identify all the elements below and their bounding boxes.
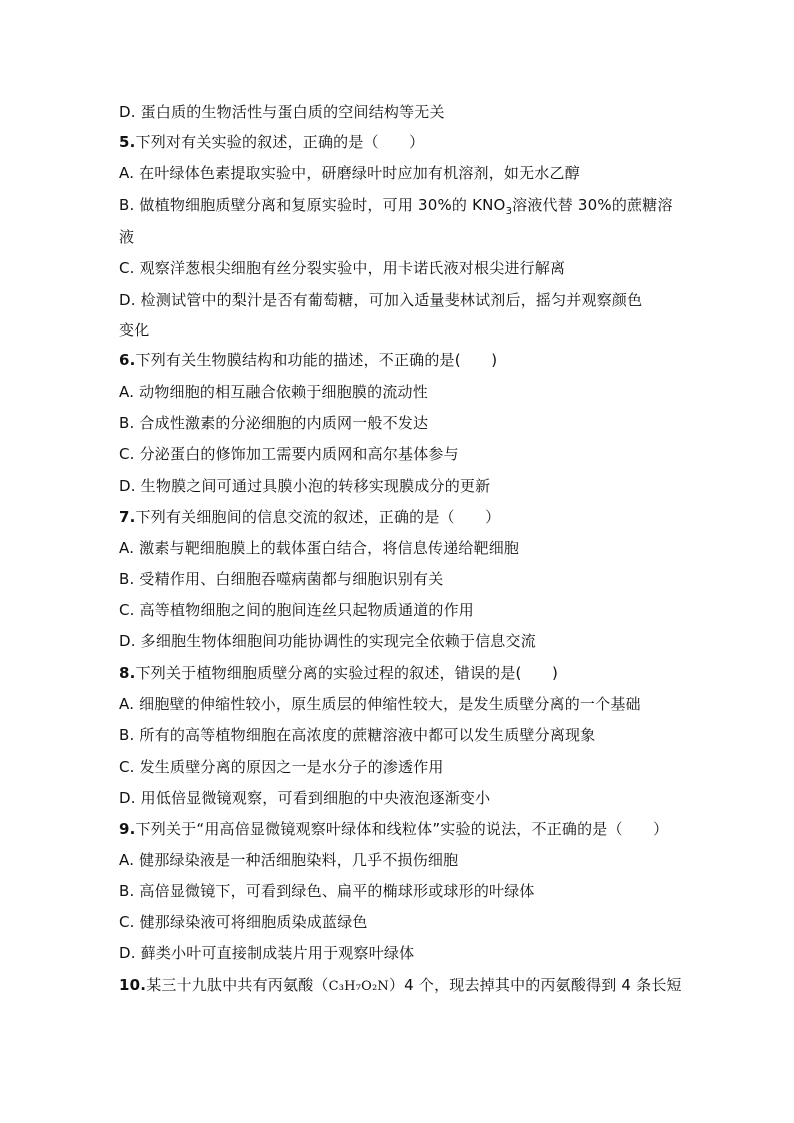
q5-stem — [119, 132, 679, 152]
q9-option-b: B. 高倍显微镜下，可看到绿色、扁平的椭球形或球形的叶绿体 — [119, 882, 535, 900]
q8-option-a: A. 细胞壁的伸缩性较小，原生质层的伸缩性较大，是发生质壁分离的一个基础 — [119, 695, 641, 713]
q6-number: 6. — [119, 351, 136, 369]
q9-stem-text: 下列关于“用高倍显微镜观察叶绿体和线粒体”实验的说法，不正确的是（ ） — [135, 820, 669, 838]
q9-option-c: C. 健那绿染液可将细胞质染成蓝绿色 — [119, 913, 368, 931]
q6-stem-text: 下列有关生物膜结构和功能的描述，不正确的是( ) — [135, 351, 498, 369]
q7-option-c: C. 高等植物细胞之间的胞间连丝只起物质通道的作用 — [119, 601, 475, 619]
q6-option-a: A. 动物细胞的相互融合依赖于细胞膜的流动性 — [119, 383, 428, 401]
q9-option-d: D. 藓类小叶可直接制成装片用于观察叶绿体 — [119, 944, 415, 962]
q7-stem-text: 下列有关细胞间的信息交流的叙述，正确的是（ ） — [135, 508, 501, 526]
q5-stem-text: 下列对有关实验的叙述，正确的是（ ） — [135, 133, 425, 151]
q5-option-a: A. 在叶绿体色素提取实验中，研磨绿叶时应加有机溶剂，如无水乙醇 — [119, 164, 580, 182]
q10-number: 10. — [119, 976, 147, 994]
q6-option-c: C. 分泌蛋白的修饰加工需要内质网和高尔基体参与 — [119, 445, 459, 463]
q6-stem — [119, 350, 679, 370]
q5-option-b-post: 溶液代替 30%的蔗糖溶 — [512, 196, 673, 214]
q10-formula: C₃H₇O₂N — [328, 979, 389, 994]
q9-stem — [119, 819, 679, 839]
q6-option-d: D. 生物膜之间可通过具膜小泡的转移实现膜成分的更新 — [119, 477, 491, 495]
q8-number: 8. — [119, 664, 136, 682]
q5-option-d-continuation: 变化 — [119, 321, 150, 339]
q10-stem — [119, 975, 682, 997]
q10-stem-post: ）4 个，现去掉其中的丙氨酸得到 4 条长短 — [388, 976, 682, 994]
q9-number: 9. — [119, 820, 136, 838]
q7-option-a: A. 激素与靶细胞膜上的载体蛋白结合，将信息传递给靶细胞 — [119, 539, 520, 557]
q5-option-b-sub: 3 — [505, 206, 513, 217]
q8-option-b: B. 所有的高等植物细胞在高浓度的蔗糖溶液中都可以发生质壁分离现象 — [119, 726, 596, 744]
q10-stem-pre: 某三十九肽中共有丙氨酸（ — [146, 976, 329, 994]
q6-option-b: B. 合成性激素的分泌细胞的内质网一般不发达 — [119, 414, 429, 432]
q7-option-b: B. 受精作用、白细胞吞噬病菌都与细胞识别有关 — [119, 570, 444, 588]
q5-option-c: C. 观察洋葱根尖细胞有丝分裂实验中，用卡诺氏液对根尖进行解离 — [119, 259, 566, 277]
q5-option-b-continuation: 液 — [119, 228, 135, 246]
q5-option-b-pre: B. 做植物细胞质壁分离和复原实验时，可用 30%的 KNO — [119, 196, 506, 214]
q8-option-c: C. 发生质壁分离的原因之一是水分子的渗透作用 — [119, 758, 444, 776]
q4-option-d: D. 蛋白质的生物活性与蛋白质的空间结构等无关 — [119, 103, 445, 121]
q8-option-d: D. 用低倍显微镜观察，可看到细胞的中央液泡逐渐变小 — [119, 789, 491, 807]
q7-number: 7. — [119, 508, 136, 526]
q7-stem — [119, 507, 679, 527]
q7-option-d: D. 多细胞生物体细胞间功能协调性的实现完全依赖于信息交流 — [119, 632, 536, 650]
q5-number: 5. — [119, 133, 136, 151]
q8-stem — [119, 663, 679, 683]
q8-stem-text: 下列关于植物细胞质壁分离的实验过程的叙述，错误的是( ) — [135, 664, 559, 682]
q5-option-b — [119, 195, 679, 215]
q5-option-d: D. 检测试管中的梨汁是否有葡萄糖，可加入适量斐林试剂后，摇匀并观察颜色 — [119, 291, 643, 309]
q9-option-a: A. 健那绿染液是一种活细胞染料，几乎不损伤细胞 — [119, 851, 459, 869]
